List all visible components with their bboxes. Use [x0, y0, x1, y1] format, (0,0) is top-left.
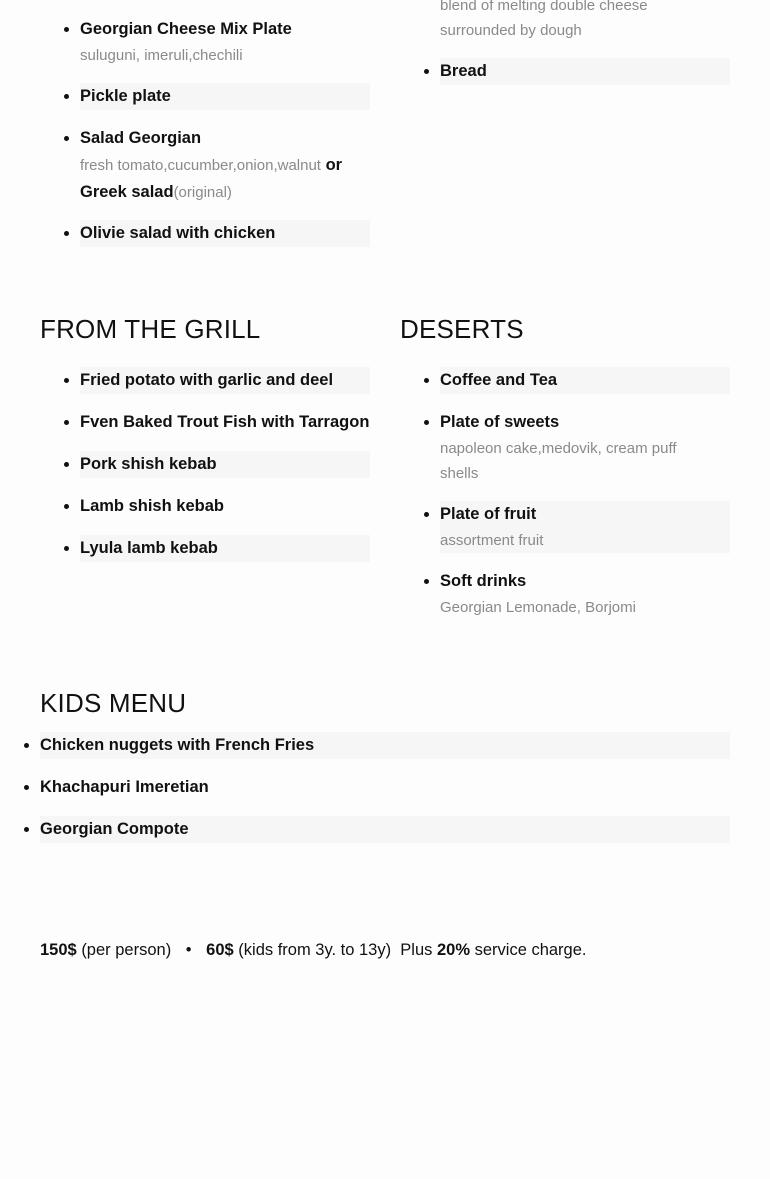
grill-section — [40, 314, 370, 577]
item-name: • Bread — [440, 62, 487, 80]
kids-price-note: (kids from 3y. to 13y) — [238, 941, 392, 959]
item-name: • Lamb shish kebab — [80, 497, 224, 515]
list-item — [80, 535, 370, 562]
list-item — [40, 732, 730, 759]
item-description: assortment fruit — [440, 532, 544, 549]
price-line — [40, 937, 587, 963]
right-list — [400, 58, 730, 85]
item-name: • Lyula lamb kebab — [80, 535, 370, 562]
service-charge-text: service charge. — [474, 941, 587, 959]
list-item — [80, 125, 370, 206]
item-description: suluguni, imeruli,chechili — [80, 47, 243, 64]
list-item — [80, 409, 370, 436]
list-item — [80, 83, 370, 110]
top-left-column — [40, 16, 370, 262]
list-item — [440, 409, 730, 486]
item-description: napoleon cake,medovik, cream puff shells — [440, 440, 677, 482]
section-title: DESERTS — [400, 314, 524, 344]
list-item — [440, 58, 730, 85]
item-name: • Chicken nuggets with French Fries — [40, 732, 730, 759]
item-name: • Soft drinks — [440, 572, 527, 590]
deserts-list — [400, 367, 730, 620]
kids-price: 60$ — [206, 941, 234, 959]
plus-word: Plus — [400, 941, 433, 959]
list-item — [80, 493, 370, 520]
or-word: or — [325, 156, 343, 174]
list-item — [440, 367, 730, 394]
item-name: • Pork shish kebab — [80, 451, 370, 478]
item-name: • Fven Baked Trout Fish with Tarragon — [80, 413, 370, 431]
list-item — [40, 774, 730, 801]
adult-price-note: (per person) — [81, 941, 172, 959]
section-title: FROM THE GRILL — [40, 314, 261, 344]
item-description: fresh tomato,cucumber,onion,walnut — [80, 157, 321, 174]
grill-list — [40, 367, 370, 562]
item-name: • Georgian Cheese Mix Plate — [80, 20, 292, 38]
list-item — [40, 816, 730, 843]
kids-section — [0, 688, 730, 858]
item-name: • Coffee and Tea — [440, 371, 558, 389]
bullet-separator: • — [185, 941, 192, 959]
list-item — [440, 568, 730, 620]
item-name: • Plate of fruit — [440, 505, 537, 523]
list-item — [80, 367, 370, 394]
item-name: • Olivie salad with chicken — [80, 224, 276, 242]
deserts-section — [400, 314, 730, 635]
list-item — [80, 451, 370, 478]
item-description: Georgian Lemonade, Borjomi — [440, 599, 636, 616]
alt-item-description: (original) — [173, 184, 232, 201]
item-name: • Khachapuri Imeretian — [40, 778, 209, 796]
item-name: • Fried potato with garlic and deel — [80, 367, 370, 394]
item-name: • Plate of sweets — [440, 413, 560, 431]
adult-price: 150$ — [40, 941, 77, 959]
list-item — [80, 220, 370, 247]
kids-list — [0, 732, 730, 843]
item-name: • Salad Georgian — [80, 129, 202, 147]
item-name: • Georgian Compote — [40, 816, 730, 843]
section-title: KIDS MENU — [40, 688, 187, 718]
service-percent: 20% — [436, 941, 471, 959]
starters-list — [40, 16, 370, 247]
top-right-column — [400, 0, 730, 100]
item-name: • Pickle plate — [80, 87, 171, 105]
alt-item-name: Greek salad — [80, 183, 174, 201]
item-description: blend of melting double cheese surrounded by dough — [440, 0, 648, 39]
list-item — [80, 16, 370, 68]
list-item — [440, 501, 730, 553]
